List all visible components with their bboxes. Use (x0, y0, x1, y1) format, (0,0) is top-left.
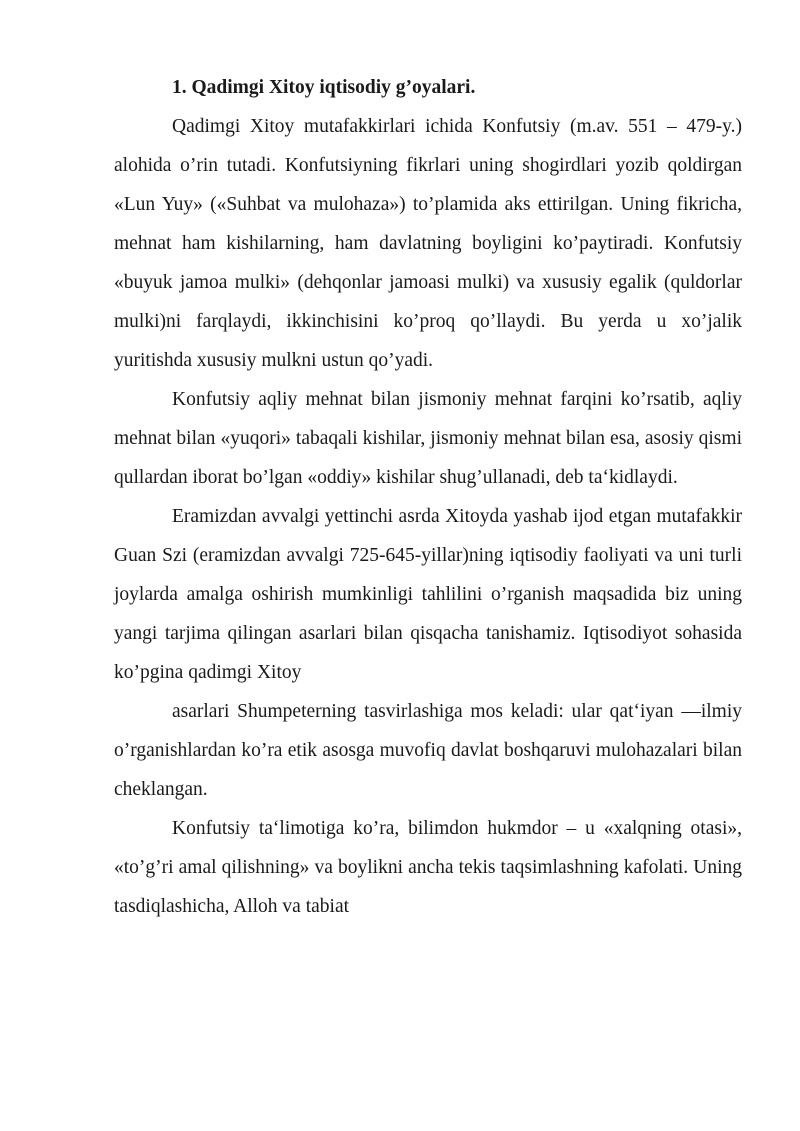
document-page (114, 68, 742, 926)
section-heading: 1. Qadimgi Xitoy iqtisodiy g’oyalari. (172, 77, 476, 98)
paragraph-mental-physical-labor: Konfutsiy aqliy mehnat bilan jismoniy mehnat farqini ko’rsatib, aqliy mehnat bilan «yuqori» tabaqali kishilar, jismoniy mehnat bilan esa, asosiy qismi qullardan iborat bo’lgan «oddiy» kishilar shug’ullanadi, deb ta‘kidlaydi. (114, 389, 742, 488)
paragraph-guan-szi: Eramizdan avvalgi yettinchi asrda Xitoyda yashab ijod etgan mutafakkir Guan Szi (eramizdan avvalgi 725-645-yillar)ning iqtisodiy faoliyati va uni turli joylarda amalga oshirish mumkinligi tahlilini o’rganish maqsadida biz uning yangi tarjima qilingan asarlari bilan qisqacha tanishamiz. Iqtisodiyot sohasida ko’pgina qadimgi Xitoy (114, 506, 742, 683)
paragraph-wise-ruler: Konfutsiy ta‘limotiga ko’ra, bilimdon hukmdor – u «xalqning otasi», «to’g’ri amal qilishning» va boylikni ancha tekis taqsimlashning kafolati. Uning tasdiqlashicha, Alloh va tabiat (114, 818, 742, 917)
paragraph-confucius-intro: Qadimgi Xitoy mutafakkirlari ichida Konfutsiy (m.av. 551 – 479-y.) alohida o’rin tutadi. Konfutsiyning fikrlari uning shogirdlari yozib qoldirgan «Lun Yuy» («Suhbat va mulohaza») to’plamida aks ettirilgan. Uning fikricha, mehnat ham kishilarning, ham davlatning boyligini ko’paytiradi. Konfutsiy «buyuk jamoa mulki» (dehqonlar jamoasi mulki) va xususiy egalik (quldorlar mulki)ni farqlaydi, ikkinchisini ko’proq qo’llaydi. Bu yerda u xo’jalik yuritishda xususiy mulkni ustun qo’yadi. (114, 116, 742, 371)
paragraph-schumpeter: asarlari Shumpeterning tasvirlashiga mos keladi: ular qat‘iyan —ilmiy o’rganishlardan ko’ra etik asosga muvofiq davlat boshqaruvi mulohazalari bilan cheklangan. (114, 701, 742, 800)
